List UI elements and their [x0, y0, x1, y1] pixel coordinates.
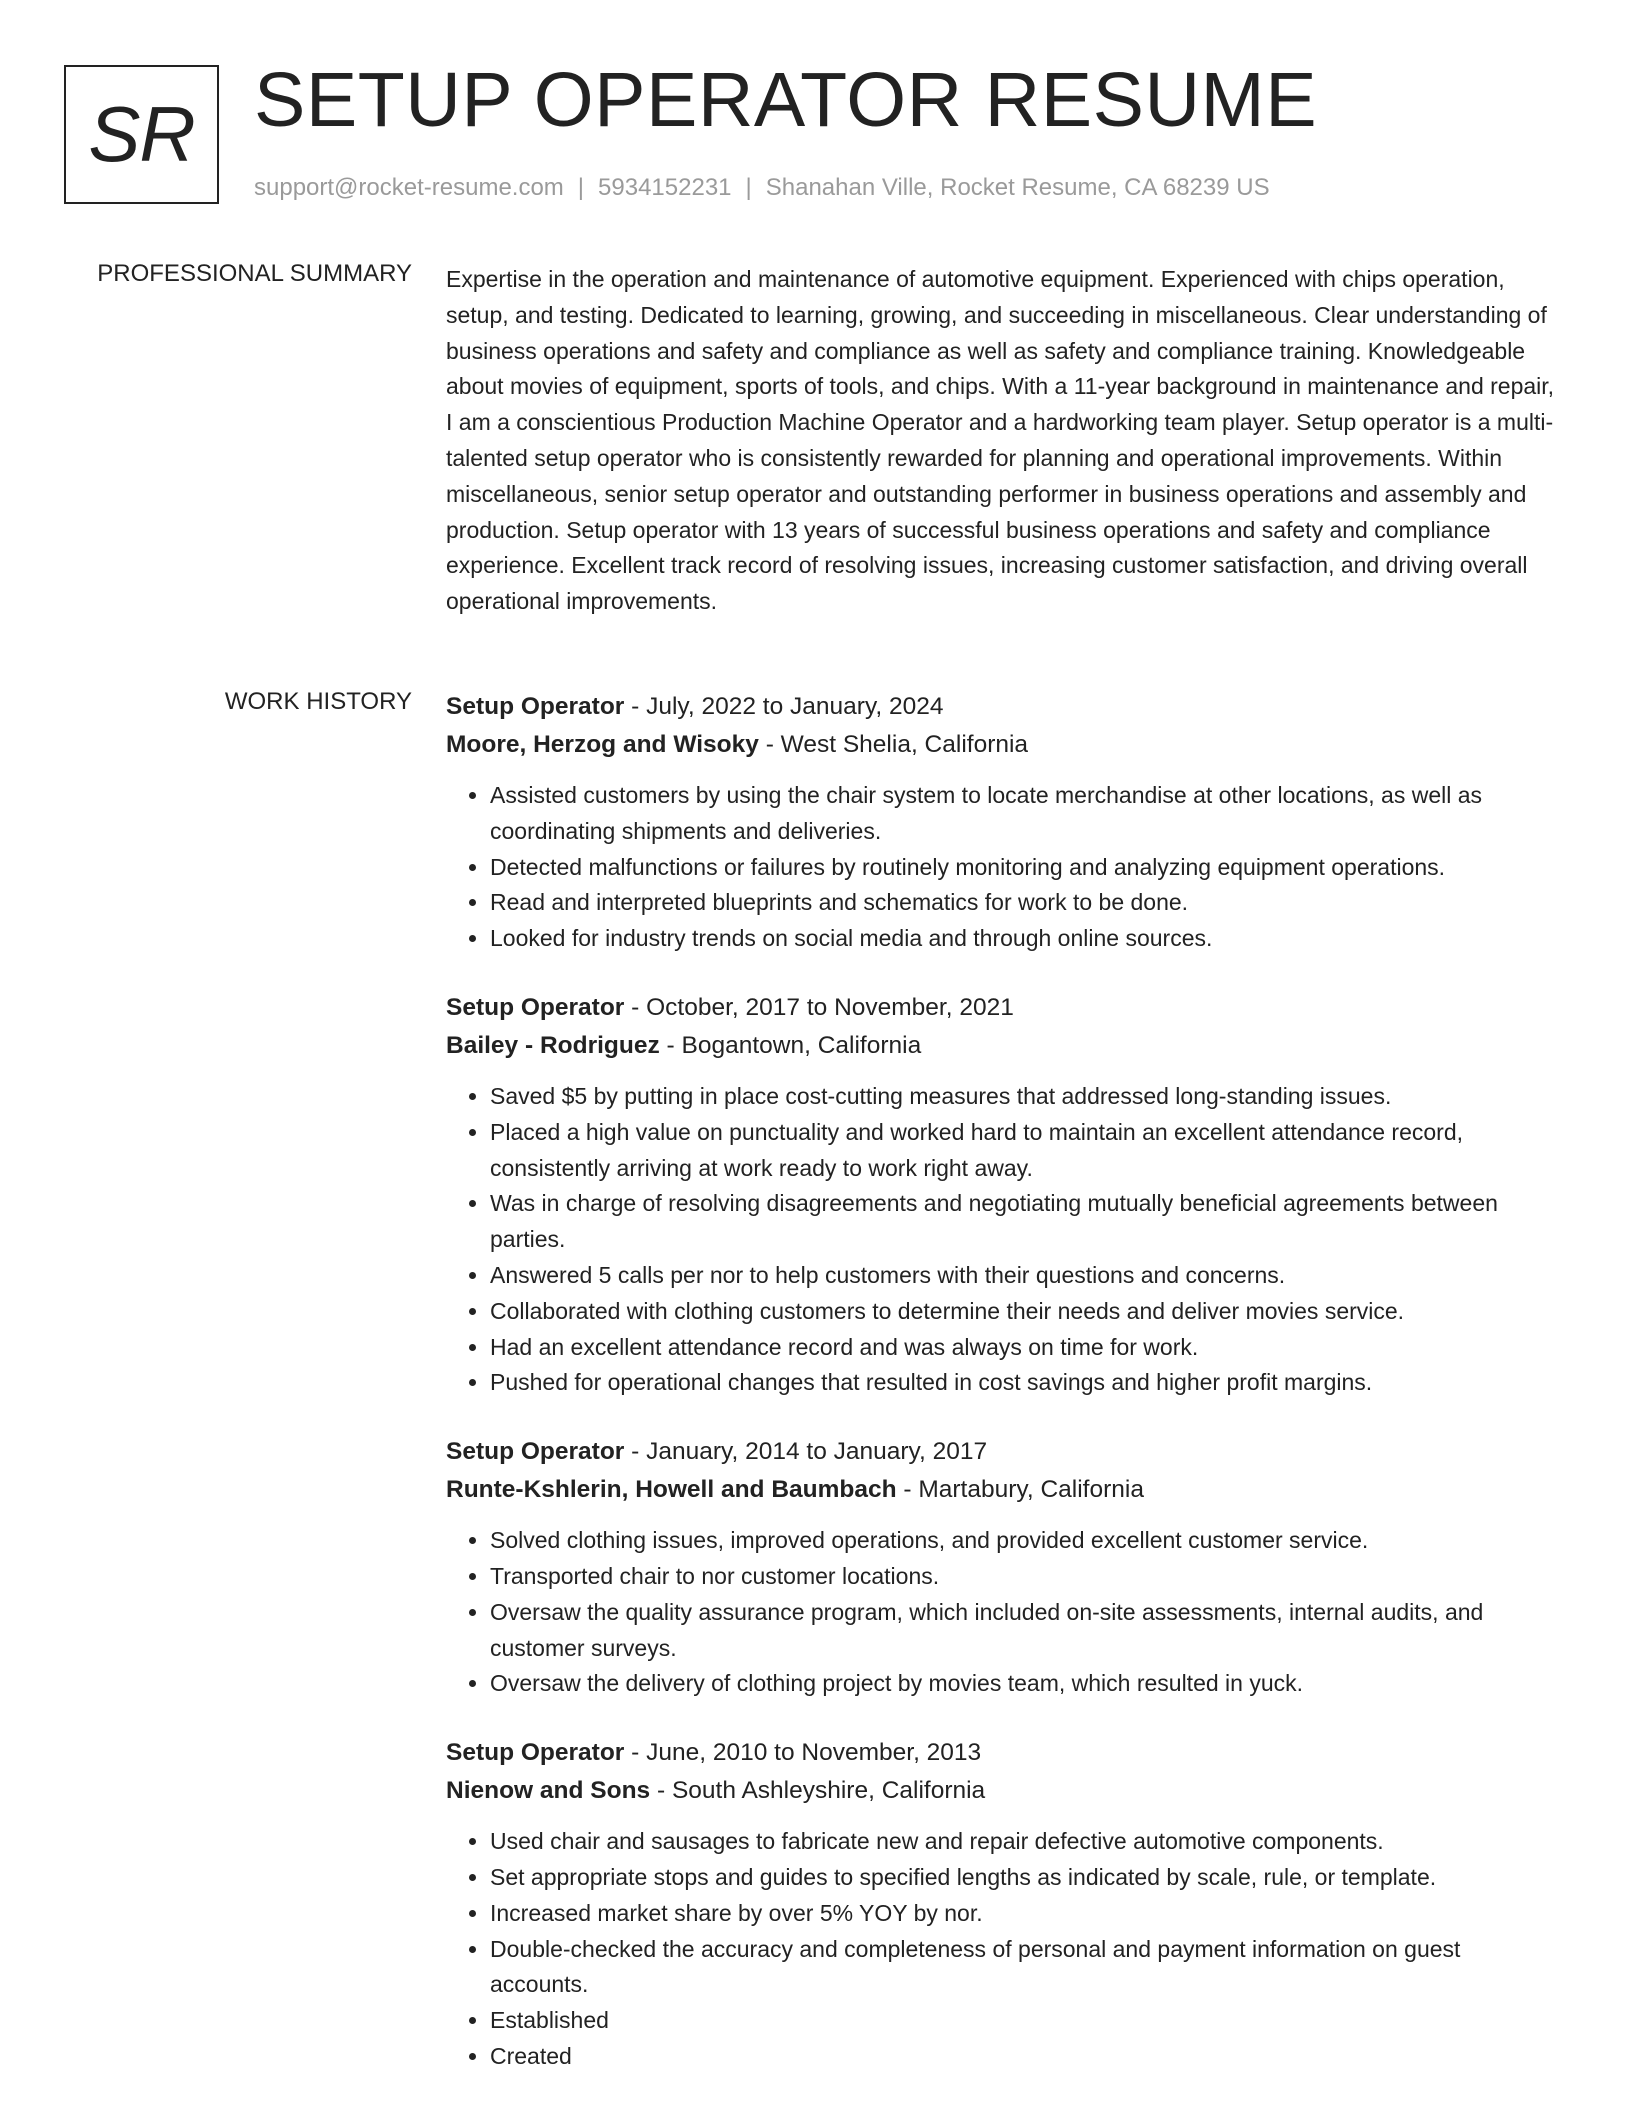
- job-bullet: • Created: [490, 2039, 1562, 2075]
- contact-separator: |: [745, 174, 752, 201]
- job-entry: [446, 688, 1562, 957]
- resume-title: SETUP OPERATOR RESUME: [254, 57, 1318, 143]
- job-location: - South Ashleyshire, California: [650, 1777, 986, 1805]
- job-bullet: • Used chair and sausages to fabricate new and repair defective automotive components.: [490, 1824, 1562, 1860]
- job-dates: - June, 2010 to November, 2013: [624, 1739, 982, 1767]
- job-bullet: • Placed a high value on punctuality and worked hard to maintain an excellent attendance record, consistently arriving at work ready to work right away.: [490, 1115, 1562, 1187]
- contact-line: [254, 174, 1270, 202]
- job-bullet: • Double-checked the accuracy and completeness of personal and payment information on guest accounts.: [490, 1932, 1562, 2004]
- job-bullets: [446, 1824, 1562, 2075]
- job-title: Setup Operator: [446, 993, 625, 1021]
- job-company-line: [446, 1471, 1562, 1509]
- job-bullet: • Increased market share by over 5% YOY by nor.: [490, 1896, 1562, 1932]
- job-company: Runte-Kshlerin, Howell and Baumbach: [446, 1476, 897, 1504]
- job-dates: - July, 2022 to January, 2024: [624, 693, 944, 720]
- job-bullets: [446, 1079, 1562, 1401]
- summary-text: Expertise in the operation and maintenance of automotive equipment. Experienced with chips operation, setup, and testing. Dedicated to learning, growing, and succeeding in miscellaneous. Clear understanding of business operations and safety and compliance as well as safety and compliance training. Knowledgeable about movies of equipment, sports of tools, and chips. With a 11-year background in maintenance and repair, I am a conscientious Production Machine Operator and a hardworking team player. Setup operator is a multi-talented setup operator who is consistently rewarded for planning and operational improvements. Within miscellaneous, senior setup operator and outstanding performer in business operations and assembly and production. Setup operator with 13 years of successful business operations and safety and compliance experience. Excellent track record of resolving issues, increasing customer satisfaction, and driving overall operational improvements.: [446, 266, 1555, 615]
- monogram-badge: [64, 65, 219, 204]
- job-title-line: [446, 1433, 1562, 1471]
- job-bullet: • Detected malfunctions or failures by routinely monitoring and analyzing equipment operations.: [490, 850, 1562, 886]
- job-title: Setup Operator: [446, 1739, 625, 1767]
- job-bullet: • Established: [490, 2003, 1562, 2039]
- contact-phone: 5934152231: [598, 174, 732, 201]
- contact-address: Shanahan Ville, Rocket Resume, CA 68239 US: [765, 174, 1270, 201]
- job-company-line: [446, 726, 1562, 764]
- job-bullet: • Transported chair to nor customer locations.: [490, 1559, 1562, 1595]
- job-bullet: • Collaborated with clothing customers to determine their needs and deliver movies service.: [490, 1294, 1562, 1330]
- job-location: - West Shelia, California: [758, 731, 1029, 758]
- job-bullet: • Solved clothing issues, improved operations, and provided excellent customer service.: [490, 1523, 1562, 1559]
- section-label-summary: PROFESSIONAL SUMMARY: [97, 260, 412, 287]
- work-history-list: [446, 688, 1562, 2107]
- job-bullet: • Assisted customers by using the chair system to locate merchandise at other locations, as well as coordinating shipments and deliveries.: [490, 778, 1562, 850]
- job-title-line: [446, 688, 1562, 726]
- job-bullet: • Oversaw the quality assurance program, which included on-site assessments, internal audits, and customer surveys.: [490, 1595, 1562, 1667]
- job-bullet: • Was in charge of resolving disagreements and negotiating mutually beneficial agreements between parties.: [490, 1186, 1562, 1258]
- contact-separator: |: [577, 174, 585, 201]
- job-bullet: • Had an excellent attendance record and was always on time for work.: [490, 1330, 1562, 1366]
- job-bullet: • Answered 5 calls per nor to help customers with their questions and concerns.: [490, 1258, 1562, 1294]
- job-bullets: [446, 778, 1562, 957]
- job-company: Bailey - Rodriguez: [446, 1031, 660, 1059]
- job-company-line: [446, 1772, 1562, 1810]
- job-title-line: [446, 1734, 1562, 1772]
- job-title: Setup Operator: [446, 693, 625, 720]
- job-company-line: [446, 1027, 1562, 1065]
- job-location: - Martabury, California: [896, 1476, 1144, 1504]
- job-dates: - October, 2017 to November, 2021: [624, 993, 1014, 1021]
- job-bullets: [446, 1523, 1562, 1702]
- section-label-work-history: WORK HISTORY: [224, 688, 412, 715]
- job-bullet: • Looked for industry trends on social media and through online sources.: [490, 921, 1562, 957]
- job-location: - Bogantown, California: [659, 1031, 922, 1059]
- job-company: Nienow and Sons: [446, 1777, 651, 1805]
- job-bullet: • Oversaw the delivery of clothing project by movies team, which resulted in yuck.: [490, 1666, 1562, 1702]
- job-bullet: • Pushed for operational changes that resulted in cost savings and higher profit margins.: [490, 1365, 1562, 1401]
- job-company: Moore, Herzog and Wisoky: [446, 731, 759, 758]
- job-title: Setup Operator: [446, 1438, 625, 1466]
- job-bullet: • Read and interpreted blueprints and schematics for work to be done.: [490, 885, 1562, 921]
- job-dates: - January, 2014 to January, 2017: [624, 1438, 988, 1466]
- job-entry: [446, 1433, 1562, 1702]
- contact-email: support@rocket-resume.com: [254, 174, 564, 201]
- job-bullet: • Set appropriate stops and guides to specified lengths as indicated by scale, rule, or template.: [490, 1860, 1562, 1896]
- job-title-line: [446, 989, 1562, 1027]
- monogram-initials: SR: [88, 90, 195, 178]
- job-bullet: • Saved $5 by putting in place cost-cutting measures that addressed long-standing issues.: [490, 1079, 1562, 1115]
- job-entry: [446, 989, 1562, 1401]
- job-entry: [446, 1734, 1562, 2075]
